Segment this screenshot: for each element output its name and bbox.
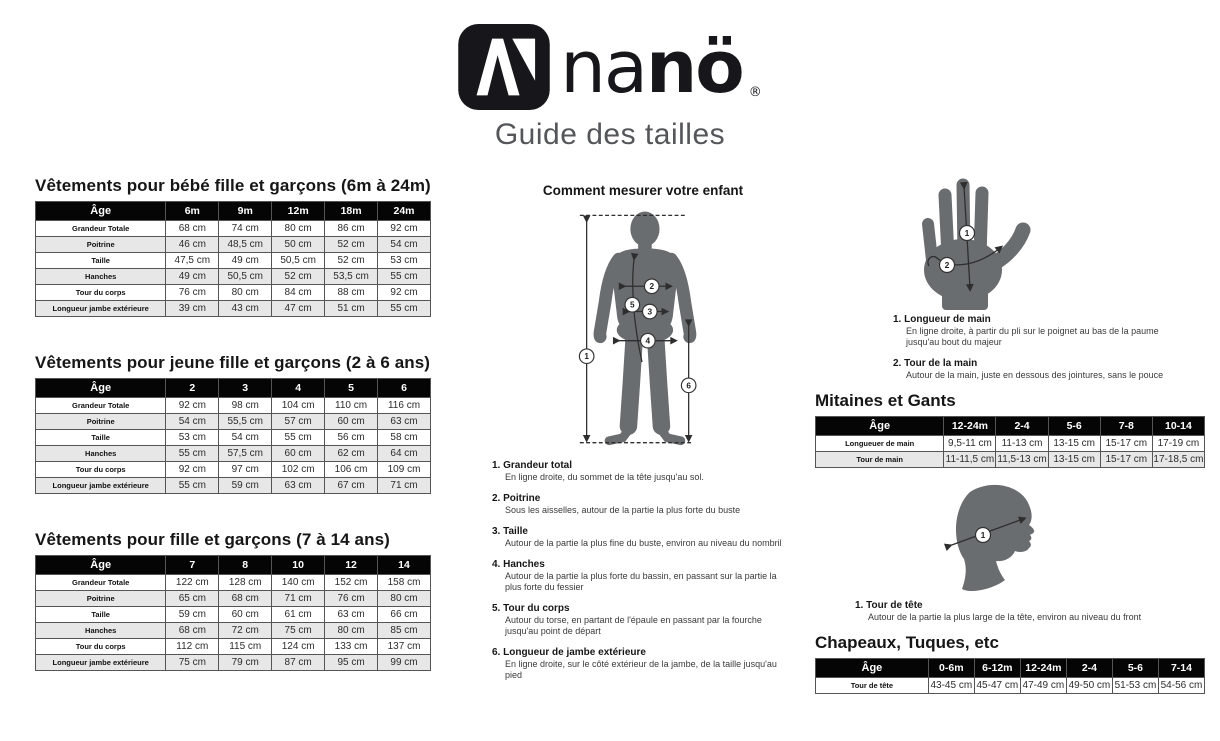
table-row (36, 655, 431, 671)
table-header-cell: 6 (378, 379, 431, 398)
table-header-cell: 24m (378, 202, 431, 221)
value-cell: 92 cm (166, 398, 219, 414)
table-header-cell: 12 (325, 556, 378, 575)
value-cell: 50,5 cm (219, 269, 272, 285)
value-cell: 52 cm (325, 253, 378, 269)
measure-section-title: Comment mesurer votre enfant (542, 183, 744, 198)
value-cell: 46 cm (166, 237, 219, 253)
value-cell: 17-18,5 cm (1152, 452, 1204, 468)
step-description: Autour de la partie la plus fine du buste, environ au niveau du nombril (505, 538, 782, 548)
baby-size-table (35, 201, 431, 317)
child-body-figure (541, 205, 745, 455)
value-cell: 102 cm (272, 462, 325, 478)
table-title: Vêtements pour jeune fille et garçons (2 à 6 ans) (35, 353, 431, 372)
row-label: Tour du corps (36, 462, 166, 478)
value-cell: 110 cm (325, 398, 378, 414)
value-cell: 52 cm (325, 237, 378, 253)
svg-text:1: 1 (584, 352, 589, 362)
value-cell: 54 cm (166, 414, 219, 430)
size-tables-column (35, 176, 431, 671)
svg-text:4: 4 (645, 336, 651, 346)
svg-text:2: 2 (649, 282, 655, 292)
table-header-row (816, 417, 1205, 436)
value-cell: 51 cm (325, 301, 378, 317)
value-cell: 84 cm (272, 285, 325, 301)
svg-text:1: 1 (964, 228, 970, 238)
value-cell: 15-17 cm (1100, 452, 1152, 468)
value-cell: 62 cm (325, 446, 378, 462)
value-cell: 67 cm (325, 478, 378, 494)
row-label: Poitrine (36, 591, 166, 607)
gloves-size-table (815, 416, 1205, 468)
table-header-cell: 3 (219, 379, 272, 398)
measure-step (492, 493, 794, 516)
table-row (36, 237, 431, 253)
row-label: Taille (36, 253, 166, 269)
table-title: Vêtements pour fille et garçons (7 à 14 ans) (35, 530, 390, 549)
measure-step (893, 358, 1193, 381)
value-cell: 76 cm (325, 591, 378, 607)
table-row (36, 398, 431, 414)
table-row (816, 436, 1205, 452)
hand-marker-2 (940, 258, 955, 273)
value-cell: 54 cm (219, 430, 272, 446)
value-cell: 59 cm (166, 607, 219, 623)
row-label: Tour de tête (816, 678, 929, 694)
value-cell: 59 cm (219, 478, 272, 494)
table-header-cell: 5-6 (1048, 417, 1100, 436)
value-cell: 75 cm (272, 623, 325, 639)
value-cell: 11,5-13 cm (996, 452, 1048, 468)
hand-figure (887, 162, 1062, 310)
older-size-table (35, 555, 431, 671)
row-label: Taille (36, 430, 166, 446)
value-cell: 128 cm (219, 575, 272, 591)
table-row (36, 623, 431, 639)
value-cell: 85 cm (378, 623, 431, 639)
value-cell: 80 cm (272, 221, 325, 237)
measure-step (492, 559, 794, 593)
value-cell: 49 cm (219, 253, 272, 269)
table-header-row (816, 659, 1205, 678)
table-row (36, 478, 431, 494)
step-description: En ligne droite, à partir du pli sur le poignet au bas de la paume jusqu'au bout du majeur (906, 326, 1159, 347)
value-cell: 71 cm (378, 478, 431, 494)
size-table-baby (35, 176, 431, 317)
step-title: 1. Longueur de main (893, 314, 991, 325)
value-cell: 43 cm (219, 301, 272, 317)
step-title: 2. Poitrine (492, 493, 541, 504)
value-cell: 53,5 cm (325, 269, 378, 285)
step-title: 2. Tour de la main (893, 358, 978, 369)
measure-step (893, 314, 1193, 348)
step-title: 1. Grandeur total (492, 460, 573, 471)
value-cell: 63 cm (325, 607, 378, 623)
table-header-cell: 10-14 (1152, 417, 1204, 436)
table-header-age: Âge (36, 202, 166, 221)
value-cell: 124 cm (272, 639, 325, 655)
row-label: Grandeur Totale (36, 398, 166, 414)
measure-step (492, 526, 794, 549)
figure-marker-3 (643, 304, 658, 319)
table-row (36, 639, 431, 655)
table-title: Vêtements pour bébé fille et garçons (6m à 24m) (35, 176, 431, 195)
value-cell: 99 cm (378, 655, 431, 671)
figure-marker-1 (579, 349, 594, 364)
value-cell: 72 cm (219, 623, 272, 639)
row-label: Tour du corps (36, 639, 166, 655)
step-title: 4. Hanches (492, 559, 545, 570)
value-cell: 55 cm (166, 478, 219, 494)
hats-size-table (815, 658, 1205, 694)
value-cell: 140 cm (272, 575, 325, 591)
value-cell: 55 cm (378, 269, 431, 285)
value-cell: 51-53 cm (1112, 678, 1158, 694)
value-cell: 43-45 cm (928, 678, 974, 694)
table-header-cell: 7 (166, 556, 219, 575)
svg-text:6: 6 (686, 381, 691, 391)
value-cell: 52 cm (272, 269, 325, 285)
size-table-young (35, 353, 431, 494)
table-row (36, 285, 431, 301)
row-label: Tour du corps (36, 285, 166, 301)
value-cell: 15-17 cm (1100, 436, 1152, 452)
row-label: Longueur jambe extérieure (36, 478, 166, 494)
row-label: Poitrine (36, 414, 166, 430)
table-header-age: Âge (36, 556, 166, 575)
value-cell: 9,5-11 cm (944, 436, 996, 452)
row-label: Longueur jambe extérieure (36, 301, 166, 317)
value-cell: 122 cm (166, 575, 219, 591)
step-title: 6. Longueur de jambe extérieure (492, 647, 646, 658)
value-cell: 60 cm (272, 446, 325, 462)
measure-step (492, 603, 794, 637)
value-cell: 50 cm (272, 237, 325, 253)
table-row (816, 452, 1205, 468)
value-cell: 54-56 cm (1158, 678, 1204, 694)
table-header-cell: 18m (325, 202, 378, 221)
value-cell: 133 cm (325, 639, 378, 655)
brand-logo (0, 24, 1220, 110)
measure-step (492, 460, 794, 483)
value-cell: 11-13 cm (996, 436, 1048, 452)
value-cell: 92 cm (378, 221, 431, 237)
value-cell: 104 cm (272, 398, 325, 414)
value-cell: 115 cm (219, 639, 272, 655)
value-cell: 63 cm (272, 478, 325, 494)
value-cell: 56 cm (325, 430, 378, 446)
table-header-age: Âge (816, 659, 929, 678)
value-cell: 61 cm (272, 607, 325, 623)
table-row (36, 430, 431, 446)
value-cell: 47 cm (272, 301, 325, 317)
hand-notes-list (893, 314, 1193, 381)
value-cell: 74 cm (219, 221, 272, 237)
value-cell: 112 cm (166, 639, 219, 655)
value-cell: 13-15 cm (1048, 452, 1100, 468)
value-cell: 49 cm (166, 269, 219, 285)
value-cell: 88 cm (325, 285, 378, 301)
value-cell: 17-19 cm (1152, 436, 1204, 452)
value-cell: 11-11,5 cm (944, 452, 996, 468)
step-description: Autour de la partie la plus forte du bassin, en passant sur la partie la plus forte du fessier (505, 571, 777, 592)
table-header-age: Âge (816, 417, 944, 436)
table-header-cell: 6-12m (974, 659, 1020, 678)
table-header-cell: 0-6m (928, 659, 974, 678)
value-cell: 80 cm (378, 591, 431, 607)
gloves-section-title: Mitaines et Gants (815, 391, 956, 410)
table-row (816, 678, 1205, 694)
value-cell: 47,5 cm (166, 253, 219, 269)
table-header-cell: 2-4 (996, 417, 1048, 436)
row-label: Hanches (36, 446, 166, 462)
size-table-older (35, 530, 431, 671)
table-header-cell: 7-14 (1158, 659, 1204, 678)
table-header-row (36, 202, 431, 221)
row-label: Taille (36, 607, 166, 623)
step-description: En ligne droite, sur le côté extérieur de la jambe, de la taille jusqu'au pied (505, 659, 777, 680)
figure-marker-4 (641, 333, 656, 348)
value-cell: 48,5 cm (219, 237, 272, 253)
table-header-cell: 4 (272, 379, 325, 398)
brand-text-no: nö (646, 25, 743, 109)
value-cell: 60 cm (219, 607, 272, 623)
table-row (36, 591, 431, 607)
value-cell: 57,5 cm (219, 446, 272, 462)
table-header-cell: 6m (166, 202, 219, 221)
nano-logo-icon (458, 24, 550, 110)
value-cell: 116 cm (378, 398, 431, 414)
table-header-cell: 12m (272, 202, 325, 221)
value-cell: 55 cm (378, 301, 431, 317)
value-cell: 49-50 cm (1066, 678, 1112, 694)
value-cell: 54 cm (378, 237, 431, 253)
measure-step (855, 600, 1165, 623)
value-cell: 60 cm (325, 414, 378, 430)
value-cell: 47-49 cm (1020, 678, 1066, 694)
table-header-cell: 5-6 (1112, 659, 1158, 678)
table-row (36, 301, 431, 317)
measure-step (492, 647, 794, 681)
table-header-cell: 14 (378, 556, 431, 575)
svg-text:1: 1 (980, 530, 986, 540)
value-cell: 92 cm (166, 462, 219, 478)
value-cell: 53 cm (378, 253, 431, 269)
svg-text:3: 3 (647, 307, 653, 317)
table-header-age: Âge (36, 379, 166, 398)
table-header-cell: 8 (219, 556, 272, 575)
value-cell: 71 cm (272, 591, 325, 607)
value-cell: 95 cm (325, 655, 378, 671)
value-cell: 55,5 cm (219, 414, 272, 430)
table-header-cell: 2-4 (1066, 659, 1112, 678)
table-header-cell: 2 (166, 379, 219, 398)
value-cell: 106 cm (325, 462, 378, 478)
head-notes-list (855, 600, 1165, 623)
step-title: 3. Taille (492, 526, 528, 537)
table-row (36, 253, 431, 269)
accessories-column (815, 162, 1205, 694)
table-row (36, 269, 431, 285)
table-header-cell: 5 (325, 379, 378, 398)
value-cell: 65 cm (166, 591, 219, 607)
value-cell: 79 cm (219, 655, 272, 671)
row-label: Poitrine (36, 237, 166, 253)
table-header-cell: 7-8 (1100, 417, 1152, 436)
value-cell: 87 cm (272, 655, 325, 671)
table-header-cell: 9m (219, 202, 272, 221)
value-cell: 53 cm (166, 430, 219, 446)
row-label: Tour de main (816, 452, 944, 468)
value-cell: 68 cm (166, 221, 219, 237)
step-description: Autour du torse, en partant de l'épaule en passant par la fourche jusqu'au point de départ (505, 615, 762, 636)
value-cell: 152 cm (325, 575, 378, 591)
value-cell: 39 cm (166, 301, 219, 317)
value-cell: 58 cm (378, 430, 431, 446)
value-cell: 55 cm (166, 446, 219, 462)
figure-marker-5 (625, 297, 640, 312)
table-header-cell: 12-24m (1020, 659, 1066, 678)
head-marker-1 (976, 528, 991, 543)
table-row (36, 221, 431, 237)
value-cell: 80 cm (325, 623, 378, 639)
value-cell: 75 cm (166, 655, 219, 671)
row-label: Longueuer de main (816, 436, 944, 452)
young-size-table (35, 378, 431, 494)
step-description: Sous les aisselles, autour de la partie la plus forte du buste (505, 505, 741, 515)
step-description: Autour de la main, juste en dessous des jointures, sans le pouce (906, 370, 1164, 380)
value-cell: 50,5 cm (272, 253, 325, 269)
table-row (36, 575, 431, 591)
figure-marker-6 (681, 378, 696, 393)
value-cell: 68 cm (166, 623, 219, 639)
value-cell: 45-47 cm (974, 678, 1020, 694)
value-cell: 57 cm (272, 414, 325, 430)
hats-section-title: Chapeaux, Tuques, etc (815, 633, 999, 652)
measure-column (492, 183, 794, 691)
value-cell: 86 cm (325, 221, 378, 237)
head-figure (933, 480, 1065, 598)
table-header-row (36, 379, 431, 398)
table-header-row (36, 556, 431, 575)
value-cell: 76 cm (166, 285, 219, 301)
step-description: En ligne droite, du sommet de la tête jusqu'au sol. (505, 472, 704, 482)
figure-marker-2 (644, 279, 659, 294)
value-cell: 63 cm (378, 414, 431, 430)
table-row (36, 462, 431, 478)
row-label: Hanches (36, 623, 166, 639)
table-row (36, 607, 431, 623)
value-cell: 158 cm (378, 575, 431, 591)
table-row (36, 414, 431, 430)
value-cell: 137 cm (378, 639, 431, 655)
row-label: Grandeur Totale (36, 221, 166, 237)
page-title: Guide des tailles (494, 118, 726, 151)
value-cell: 64 cm (378, 446, 431, 462)
hand-marker-1 (960, 226, 975, 241)
registered-mark: ® (748, 85, 762, 100)
value-cell: 109 cm (378, 462, 431, 478)
brand-text-na: na (560, 25, 647, 109)
value-cell: 66 cm (378, 607, 431, 623)
row-label: Grandeur Totale (36, 575, 166, 591)
value-cell: 97 cm (219, 462, 272, 478)
row-label: Longueur jambe extérieure (36, 655, 166, 671)
value-cell: 68 cm (219, 591, 272, 607)
value-cell: 80 cm (219, 285, 272, 301)
svg-text:5: 5 (630, 300, 635, 310)
measure-steps-list (492, 460, 794, 681)
table-row (36, 446, 431, 462)
step-description: Autour de la partie la plus large de la tête, environ au niveau du front (868, 612, 1142, 622)
table-header-cell: 10 (272, 556, 325, 575)
value-cell: 55 cm (272, 430, 325, 446)
value-cell: 13-15 cm (1048, 436, 1100, 452)
row-label: Hanches (36, 269, 166, 285)
value-cell: 92 cm (378, 285, 431, 301)
step-title: 5. Tour du corps (492, 603, 570, 614)
value-cell: 98 cm (219, 398, 272, 414)
brand-wordmark (560, 25, 743, 109)
step-title: 1. Tour de tête (855, 600, 923, 611)
table-header-cell: 12-24m (944, 417, 996, 436)
svg-text:2: 2 (944, 260, 950, 270)
